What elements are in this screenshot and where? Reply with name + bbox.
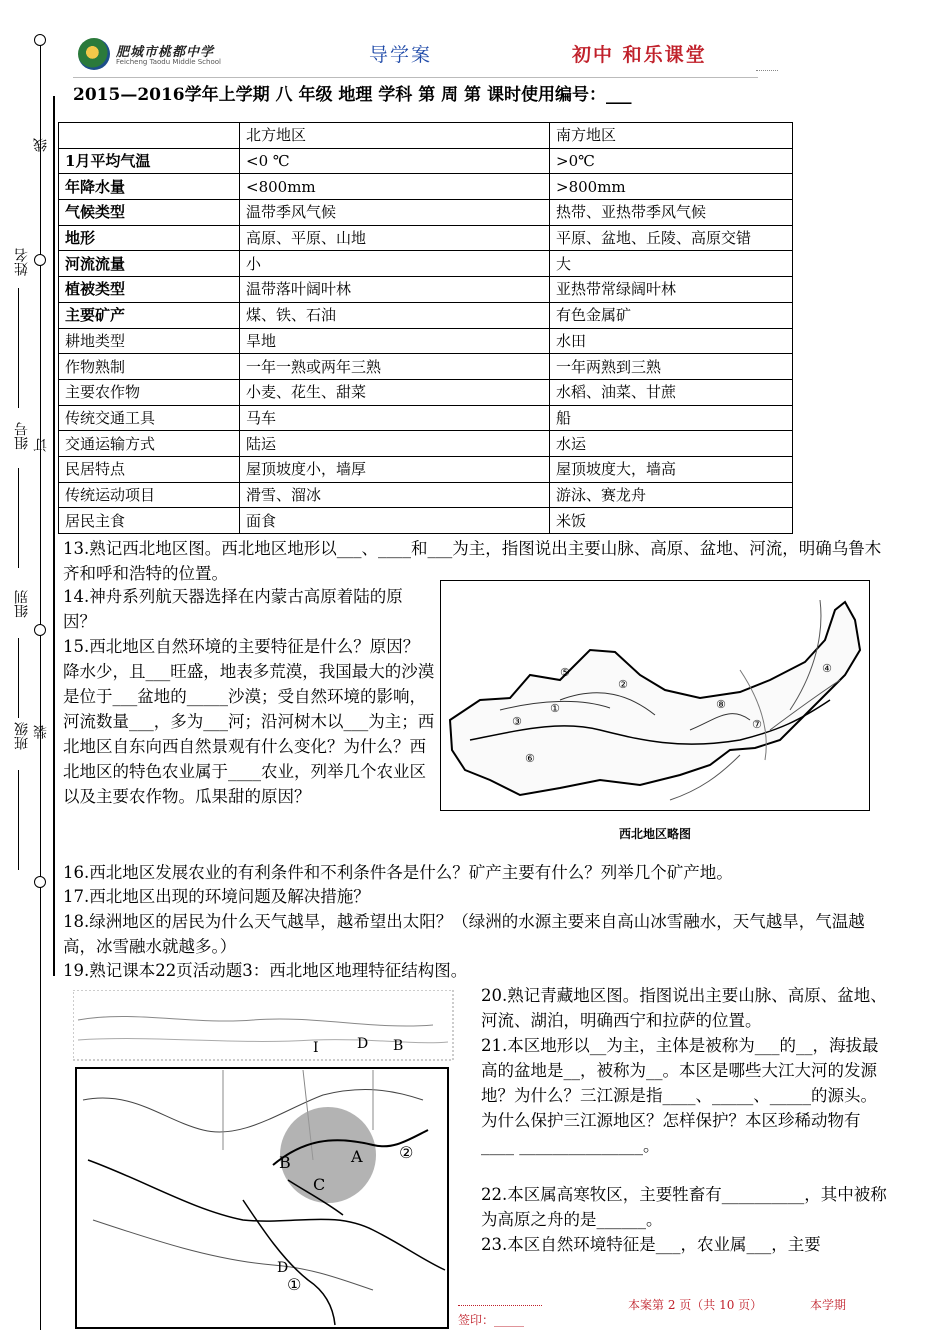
north-value: 陆运 [240, 431, 550, 457]
south-value: 平原、盆地、丘陵、高原交错 [550, 225, 793, 251]
footer-page-number: 本案第 2 页（共 10 页） [628, 1298, 763, 1312]
footer-sign: 签印：_____ [458, 1313, 525, 1327]
north-value: 温带季风气候 [240, 200, 550, 226]
row-label: 年降水量 [59, 174, 240, 200]
binding-line [40, 40, 41, 1330]
binding-label-name: 姓名 [14, 248, 30, 276]
south-value: 一年两熟到三熟 [550, 354, 793, 380]
south-value: 米饭 [550, 508, 793, 534]
row-label: 耕地类型 [59, 328, 240, 354]
map2-letter-b-top: B [393, 1038, 404, 1054]
north-value: 小麦、花生、甜菜 [240, 379, 550, 405]
binding-label-order: 订 [33, 438, 49, 452]
table-row [59, 225, 793, 251]
school-subtitle: Feicheng Taodu Middle School [116, 58, 221, 66]
south-value: 大 [550, 251, 793, 277]
question-22: 22.本区属高寒牧区，主要牲畜有__________，其中被称为高原之舟的是______。 [481, 1185, 887, 1229]
row-label: 居民主食 [59, 508, 240, 534]
binding-blank-line [18, 638, 19, 718]
map2-letter-b: B [279, 1153, 291, 1172]
row-label: 植被类型 [59, 277, 240, 303]
row-label: 作物熟制 [59, 354, 240, 380]
binding-label-class: 班级 [14, 722, 30, 750]
row-label: 主要农作物 [59, 379, 240, 405]
question-17: 17.西北地区出现的环境问题及解决措施？ [63, 887, 370, 906]
north-value: 旱地 [240, 328, 550, 354]
school-logo-icon [78, 38, 110, 70]
south-value: >800mm [550, 174, 793, 200]
marker-4: ④ [822, 662, 832, 675]
binding-label-group-no: 组号 [14, 422, 30, 450]
northwest-map-figure [440, 580, 870, 850]
row-label: 传统交通工具 [59, 405, 240, 431]
row-label: 民居特点 [59, 456, 240, 482]
marker-5: ⑤ [560, 666, 570, 679]
table-row [59, 508, 793, 534]
north-value: <0 ℃ [240, 148, 550, 174]
footer-dotted-line [458, 1305, 542, 1306]
binding-circle-icon [34, 624, 46, 636]
map-caption: 西北地区略图 [618, 827, 692, 841]
north-south-comparison-table [58, 122, 793, 534]
table-row [59, 277, 793, 303]
page-title: 导学案 [369, 44, 433, 66]
binding-circle-icon [34, 254, 46, 266]
question-16: 16.西北地区发展农业的有利条件和不利条件各是什么？矿产主要有什么？列举几个矿产地。 [63, 863, 733, 882]
content-margin-line [53, 96, 55, 976]
table-row [59, 174, 793, 200]
north-value: 高原、平原、山地 [240, 225, 550, 251]
south-value: 游泳、赛龙舟 [550, 482, 793, 508]
question-14: 14.神舟系列航天器选择在内蒙古高原着陆的原因？ [63, 587, 403, 631]
course-label: 初中 和乐课堂 [572, 44, 707, 66]
south-value: 船 [550, 405, 793, 431]
table-row [59, 302, 793, 328]
marker-8: ⑧ [716, 698, 726, 711]
row-label: 气候类型 [59, 200, 240, 226]
qinghai-tibet-map-figure [73, 990, 455, 1330]
row-label: 河流流量 [59, 251, 240, 277]
row-label: 传统运动项目 [59, 482, 240, 508]
binding-blank-line [18, 770, 19, 870]
north-value: 小 [240, 251, 550, 277]
map2-letter-c: C [313, 1175, 326, 1194]
row-label: 地形 [59, 225, 240, 251]
map2-marker-1: ① [287, 1275, 302, 1294]
north-value: 马车 [240, 405, 550, 431]
row-label: 主要矿产 [59, 302, 240, 328]
marker-1: ① [550, 702, 560, 715]
row-label: 1月平均气温 [59, 148, 240, 174]
south-value: 屋顶坡度大，墙高 [550, 456, 793, 482]
map2-letter-i: I [313, 1040, 319, 1056]
north-value: 一年一熟或两年三熟 [240, 354, 550, 380]
table-header-row [59, 123, 793, 149]
table-row [59, 431, 793, 457]
north-value: 滑雪、溜冰 [240, 482, 550, 508]
table-row [59, 148, 793, 174]
south-value: >0℃ [550, 148, 793, 174]
table-row [59, 354, 793, 380]
question-18: 18.绿洲地区的居民为什么天气越旱，越希望出太阳？（绿洲的水源主要来自高山冰雪融水，天气越旱，气温越高，冰雪融水就越多。） [63, 912, 865, 956]
table-row [59, 482, 793, 508]
table-header-cell [59, 123, 240, 149]
question-13: 13.熟记西北地区图。西北地区地形以___、____和___为主，指图说出主要山脉、高原、盆地、河流，明确乌鲁木齐和呼和浩特的位置。 [63, 539, 882, 583]
south-value: 水田 [550, 328, 793, 354]
north-value: 煤、铁、石油 [240, 302, 550, 328]
north-value: 温带落叶阔叶林 [240, 277, 550, 303]
row-label: 交通运输方式 [59, 431, 240, 457]
binding-blank-line [18, 468, 19, 568]
south-value: 亚热带常绿阔叶林 [550, 277, 793, 303]
marker-6: ⑥ [525, 752, 535, 765]
binding-blank-line [18, 288, 19, 408]
question-23: 23.本区自然环境特征是___，农业属___，主要 [481, 1235, 821, 1254]
usage-header: 2015—2016学年上学期 八 年级 地理 学科 第 周 第 课时使用编号：___ [73, 85, 632, 105]
south-value: 水运 [550, 431, 793, 457]
north-value: <800mm [240, 174, 550, 200]
school-name: 肥城市桃都中学 [116, 45, 215, 60]
footer-term: 本学期 [810, 1298, 847, 1312]
binding-circle-icon [34, 876, 46, 888]
table-header-cell: 南方地区 [550, 123, 793, 149]
south-value: 有色金属矿 [550, 302, 793, 328]
marker-3: ③ [512, 715, 522, 728]
north-value: 屋顶坡度小，墙厚 [240, 456, 550, 482]
table-row [59, 328, 793, 354]
binding-label-group: 组别 [14, 590, 30, 618]
table-row [59, 200, 793, 226]
question-19: 19.熟记课本22页活动题3：西北地区地理特征结构图。 [63, 961, 468, 980]
header-dots [756, 70, 778, 71]
binding-label-bind: 装 [33, 725, 49, 739]
north-value: 面食 [240, 508, 550, 534]
binding-circle-icon [34, 34, 46, 46]
question-21: 21.本区地形以__为主，主体是被称为___的__，海拔最高的盆地是__，被称为__。本区是哪些大江大河的发源地？为什么？三江源是指____、_____、_____的源头。为什么保护三江源地区？怎样保护？本区珍稀动物有____ _______________。 [481, 1036, 879, 1155]
question-15: 15.西北地区自然环境的主要特征是什么？原因？降水少，且___旺盛，地表多荒漠，我国最大的沙漠是位于___盆地的_____沙漠；受自然环境的影响，河流数量___，多为___河；沿河树木以___为主；西北地区自东向西自然景观有什么变化？为什么？西北地区的特色农业属于____农业，列举几个农业区以及主要农作物。瓜果甜的原因？ [63, 637, 435, 806]
marker-7: ⑦ [752, 718, 762, 731]
map2-letter-d-top: D [357, 1036, 369, 1052]
question-20: 20.熟记青藏地区图。指图说出主要山脉、高原、盆地、河流、湖泊，明确西宁和拉萨的位置。 [481, 986, 887, 1030]
south-value: 热带、亚热带季风气候 [550, 200, 793, 226]
south-value: 水稻、油菜、甘蔗 [550, 379, 793, 405]
table-row [59, 456, 793, 482]
table-row [59, 379, 793, 405]
table-row [59, 405, 793, 431]
northwest-map [440, 580, 870, 850]
map2-letter-d: D [277, 1260, 289, 1276]
marker-2: ② [618, 678, 628, 691]
map2-letter-a: A [351, 1147, 363, 1166]
binding-label-line: 线 [33, 138, 49, 152]
table-row [59, 251, 793, 277]
qinghai-tibet-map [73, 990, 455, 1330]
map2-marker-2: ② [399, 1143, 414, 1162]
table-header-cell: 北方地区 [240, 123, 550, 149]
header-divider [73, 77, 758, 78]
